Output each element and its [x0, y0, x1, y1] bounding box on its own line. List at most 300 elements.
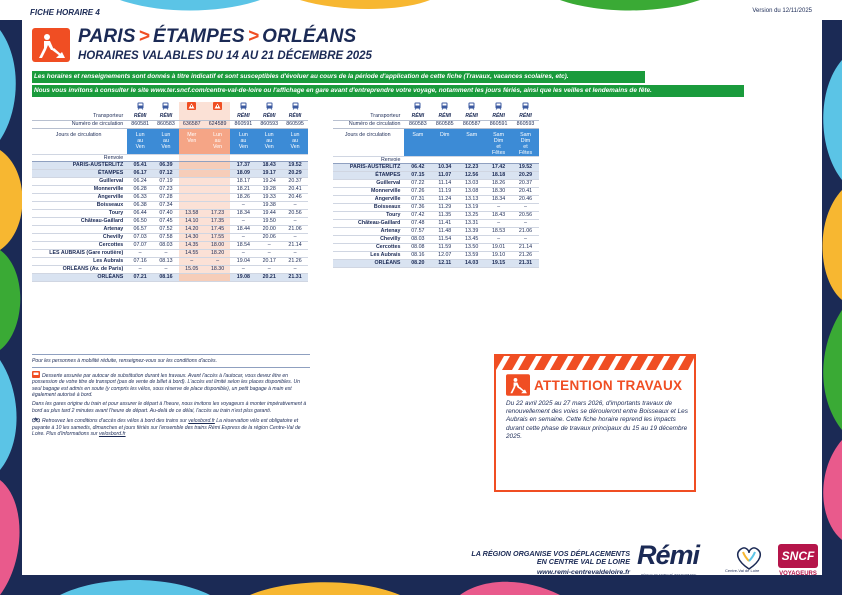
days-text: et — [496, 143, 501, 150]
station-name: Cercottes — [333, 243, 404, 251]
divider — [32, 367, 310, 368]
train-number-cell: 860591 — [230, 120, 256, 128]
time-cell — [205, 161, 231, 169]
days-text: Lun — [264, 131, 274, 138]
carrier-name: RÉMI — [262, 112, 276, 119]
carrier-cell — [512, 112, 539, 120]
time-cell: – — [512, 219, 539, 227]
divider — [32, 354, 310, 355]
station-row — [32, 217, 308, 225]
station-row — [333, 219, 539, 227]
days-text: Dim — [520, 137, 531, 144]
days-cell — [205, 128, 231, 154]
train-number-cell: 860583 — [404, 120, 431, 128]
renvoi-cell — [127, 154, 153, 161]
sncf-logo-subtitle: VOYAGEURS — [779, 571, 817, 577]
days-text: au — [214, 137, 221, 144]
time-cell: 11.24 — [431, 195, 458, 203]
days-text: Fêtes — [518, 149, 533, 156]
station-row — [32, 169, 308, 177]
carrier-name: RÉMI — [492, 112, 505, 119]
footnote-origin: Dans les gares origine du train et pour assurer le départ à l'heure, nous invitons les voyageurs à monter impérativement à bord au plus tard 2 minutes avant l'heure de départ. Au-delà de ce délai, l'accès au train n'est plus garanti. — [32, 400, 307, 414]
time-cell: 06.57 — [127, 225, 153, 233]
station-name: ORLÉANS — [333, 259, 404, 267]
time-cell: 07.42 — [404, 211, 431, 219]
time-cell: – — [485, 235, 512, 243]
time-cell — [179, 193, 205, 201]
time-cell: 19.33 — [256, 193, 282, 201]
time-cell: – — [205, 257, 231, 265]
renvoi-cell — [485, 156, 512, 163]
time-cell: 11.14 — [431, 179, 458, 187]
time-cell: 18.26 — [485, 179, 512, 187]
time-cell — [205, 169, 231, 177]
mode-icon-cell — [404, 102, 431, 112]
time-cell: 14.10 — [179, 217, 205, 225]
time-cell: – — [256, 265, 282, 273]
carrier-cell — [205, 112, 231, 120]
time-cell: 18.20 — [205, 249, 231, 257]
days-text: Lun — [213, 131, 222, 138]
station-name: Toury — [32, 209, 127, 217]
time-cell — [205, 185, 231, 193]
time-cell: 12.07 — [431, 251, 458, 259]
sncf-logo — [774, 544, 822, 580]
mode-icon-cell — [431, 102, 458, 112]
days-cell — [458, 128, 485, 156]
time-cell: 12.56 — [458, 171, 485, 179]
station-name: Château-Gaillard — [32, 217, 127, 225]
train-number-cell: 860593 — [256, 120, 282, 128]
time-cell: 13.25 — [458, 211, 485, 219]
time-cell: – — [282, 265, 308, 273]
station-name: PARIS-AUSTERLITZ — [32, 161, 127, 169]
time-cell: 20.41 — [512, 187, 539, 195]
title-separator: > — [247, 26, 260, 47]
time-cell: 07.45 — [153, 217, 179, 225]
station-name: Boisseaux — [333, 203, 404, 211]
doc-label: FICHE HORAIRE 4 — [30, 8, 100, 17]
days-text: Ven — [238, 143, 248, 150]
time-cell — [179, 185, 205, 193]
days-text: Sam — [466, 131, 478, 138]
time-cell: – — [512, 235, 539, 243]
time-cell: 08.03 — [153, 241, 179, 249]
time-cell: 18.53 — [485, 227, 512, 235]
train-icon — [265, 102, 274, 110]
days-text: au — [292, 137, 298, 144]
carrier-name: RÉMI — [438, 112, 452, 119]
train-icon — [161, 102, 170, 110]
station-name: Cercottes — [32, 241, 127, 249]
time-cell: 18.44 — [230, 225, 256, 233]
time-cell: 14.03 — [458, 259, 485, 267]
time-cell: 18.43 — [256, 161, 282, 169]
velosbord-link-2[interactable]: velosbord.fr — [98, 431, 126, 438]
days-cell — [153, 128, 179, 154]
train-number-cell: 860595 — [282, 120, 308, 128]
renvoi-cell — [404, 156, 431, 163]
time-cell: 18.00 — [205, 241, 231, 249]
station-row — [32, 249, 308, 257]
time-cell: 20.06 — [256, 233, 282, 241]
page-title — [78, 26, 356, 48]
time-cell: 07.22 — [404, 179, 431, 187]
bike-icon — [32, 416, 40, 423]
station-row — [333, 203, 539, 211]
mode-icon-cell — [458, 102, 485, 112]
mode-icon-cell — [282, 102, 308, 112]
time-cell: – — [512, 203, 539, 211]
footer-tagline-line2: EN CENTRE VAL DE LOIRE — [536, 557, 630, 566]
time-cell: 07.15 — [404, 171, 431, 179]
time-cell: – — [485, 203, 512, 211]
title-block — [32, 26, 792, 70]
time-cell — [205, 177, 231, 185]
time-cell: 07.36 — [404, 203, 431, 211]
footer-tagline — [470, 550, 630, 566]
time-cell: 07.26 — [404, 187, 431, 195]
footnote-bike-prefix: Retrouvez les conditions d'accès des vélos à bord des trains sur — [42, 418, 187, 425]
station-name: Artenay — [333, 227, 404, 235]
title-origin: PARIS — [78, 26, 136, 47]
time-cell: 05.41 — [127, 161, 153, 169]
train-number-label: Numéro de circulation — [333, 120, 404, 128]
days-text: Lun — [238, 131, 248, 138]
time-cell: – — [230, 233, 256, 241]
time-cell: 18.17 — [230, 177, 256, 185]
station-name: Chevilly — [333, 235, 404, 243]
attention-works-box — [494, 354, 696, 492]
time-cell: 11.48 — [431, 227, 458, 235]
station-name: Monnerville — [333, 187, 404, 195]
days-cell — [404, 128, 431, 156]
bus-icon — [213, 102, 222, 110]
attention-header — [504, 374, 690, 396]
train-number-label: Numéro de circulation — [32, 120, 127, 128]
velosbord-link[interactable]: velosbord.fr — [188, 418, 215, 425]
carrier-cell — [256, 112, 282, 120]
time-cell: 11.41 — [431, 219, 458, 227]
train-number-cell: 624589 — [205, 120, 231, 128]
mode-icon-cell — [127, 102, 153, 112]
time-cell: 20.37 — [282, 177, 308, 185]
time-cell: – — [127, 265, 153, 273]
days-text: au — [266, 137, 273, 144]
validity-subtitle: HORAIRES VALABLES DU 14 AU 21 DÉCEMBRE 2025 — [78, 50, 372, 62]
renvoi-cell — [256, 154, 282, 161]
time-cell — [179, 201, 205, 209]
footnote-pmr: Pour les personnes à mobilité réduite, renseignez-vous sur les conditions d'accès. — [32, 358, 218, 364]
time-cell — [179, 169, 205, 177]
time-cell: 21.06 — [282, 225, 308, 233]
station-name: Les Aubrais — [333, 251, 404, 259]
time-cell: 11.07 — [431, 171, 458, 179]
station-name: Angerville — [333, 195, 404, 203]
footnote-bus-text: Desserte assurée par autocar de substitution durant les travaux. Avant l'accès à l'autocar, vous devez être en possession de votre titre de transport (pas de vente de billet à bord). L'accès est limité selon les places disponibles. Un seul bagage est admis en soute (y compris les vélos, sous réserve de place disponible), un petit bagage à main est également autorisé à bord. — [32, 372, 300, 399]
time-cell: 20.41 — [282, 185, 308, 193]
time-cell: 07.23 — [153, 185, 179, 193]
renvoi-cell — [179, 154, 205, 161]
days-text: au — [163, 137, 169, 144]
time-cell: 10.34 — [431, 163, 458, 171]
time-cell — [205, 273, 231, 281]
empty-cell — [333, 102, 404, 112]
time-cell: 21.06 — [512, 227, 539, 235]
time-cell: 18.43 — [485, 211, 512, 219]
station-row — [32, 185, 308, 193]
time-cell: – — [282, 217, 308, 225]
train-number-cell: 636587 — [179, 120, 205, 128]
time-cell: – — [153, 265, 179, 273]
footer-tagline-line1: LA RÉGION ORGANISE VOS DÉPLACEMENTS — [471, 549, 630, 558]
time-cell — [179, 177, 205, 185]
train-icon — [440, 102, 449, 110]
time-cell: 07.34 — [153, 201, 179, 209]
time-cell: 06.42 — [404, 163, 431, 171]
time-cell: 07.58 — [153, 233, 179, 241]
time-cell: 07.07 — [127, 241, 153, 249]
roadworks-icon — [506, 374, 530, 396]
station-row — [32, 209, 308, 217]
time-cell: 13.59 — [458, 251, 485, 259]
time-cell — [205, 201, 231, 209]
version-label: Version du 12/11/2025 — [752, 8, 812, 14]
time-cell: 06.39 — [153, 161, 179, 169]
time-cell: – — [230, 249, 256, 257]
time-cell: 18.54 — [230, 241, 256, 249]
time-cell: – — [127, 249, 153, 257]
days-text: Dim — [493, 137, 504, 144]
days-text: Lun — [135, 131, 145, 138]
carrier-label: Transporteur — [333, 112, 404, 120]
station-row — [333, 195, 539, 203]
time-cell: 20.29 — [512, 171, 539, 179]
time-cell: 06.28 — [127, 185, 153, 193]
station-name: Angerville — [32, 193, 127, 201]
time-cell: 13.31 — [458, 219, 485, 227]
days-text: Lun — [161, 131, 171, 138]
time-cell: 06.44 — [127, 209, 153, 217]
roadworks-icon — [32, 28, 70, 62]
train-number-cell: 860583 — [153, 120, 179, 128]
mode-icon-cell — [512, 102, 539, 112]
footnotes — [32, 352, 310, 440]
station-row — [333, 227, 539, 235]
notice-indicative: Les horaires et renseignements sont donnés à titre indicatif et sont susceptibles d'évoluer au cours de la période d'application de cette fiche (Travaux, vacances scolaires, etc). — [32, 71, 645, 83]
time-cell: 19.38 — [256, 201, 282, 209]
time-cell: – — [485, 219, 512, 227]
remi-logo-text: Rémi — [637, 540, 700, 570]
time-cell: 08.16 — [153, 273, 179, 281]
carrier-name: RÉMI — [159, 112, 173, 119]
station-row — [333, 211, 539, 219]
time-cell: 20.46 — [512, 195, 539, 203]
mode-icon-cell — [256, 102, 282, 112]
renvoi-label: Renvoie — [333, 156, 404, 163]
time-cell: 06.17 — [127, 169, 153, 177]
time-cell: 07.31 — [404, 195, 431, 203]
time-cell: – — [282, 249, 308, 257]
days-text: Ven — [290, 143, 300, 150]
time-cell: 19.52 — [512, 163, 539, 171]
time-cell: 12.11 — [431, 259, 458, 267]
time-cell: – — [179, 257, 205, 265]
station-name: ORLÉANS (Av. de Paris) — [32, 265, 127, 273]
time-cell: 21.31 — [282, 273, 308, 281]
days-label: Jours de circulation — [32, 128, 127, 154]
train-number-cell: 860585 — [431, 120, 458, 128]
station-name: Toury — [333, 211, 404, 219]
carrier-name: RÉMI — [465, 112, 478, 119]
days-text: Dim — [440, 131, 450, 138]
station-row — [32, 265, 308, 273]
mode-icon-cell — [230, 102, 256, 112]
time-cell: 08.03 — [404, 235, 431, 243]
time-cell: 20.46 — [282, 193, 308, 201]
attention-text: Du 22 avril 2025 au 27 mars 2026, d'importants travaux de renouvellement des voies se dérouleront entre Boisseaux et Les Aubrais en semaine. Cette fiche horaire reprend les impacts durant cette phase de travaux principaux du 15 au 19 décembre 2025. — [506, 400, 688, 440]
mode-icon-cell — [179, 102, 205, 112]
hazard-stripes — [496, 356, 694, 370]
days-text: Sam — [493, 131, 505, 138]
time-cell: 21.14 — [512, 243, 539, 251]
time-cell: 14.30 — [179, 233, 205, 241]
footnote-bike-body: La réservation vélo est obligatoire et payante à 10 les samedis, dimanches et jours fériés sur l'ensemble des trains Rémi Express de la région Centre-Val de Loire. Plus d'informations sur — [32, 418, 301, 438]
station-row — [333, 259, 539, 267]
train-icon — [413, 102, 422, 110]
time-cell — [179, 161, 205, 169]
time-cell: 11.35 — [431, 211, 458, 219]
station-name: Les Aubrais — [32, 257, 127, 265]
time-cell: 06.33 — [127, 193, 153, 201]
train-number-cell: 860587 — [458, 120, 485, 128]
days-cell — [485, 128, 512, 156]
notice-website: Nous vous invitons à consulter le site www.ter.sncf.com/centre-val-de-loire ou l'affichage en gare avant d'entreprendre votre voyage, notamment les jours fériés, ainsi que les veilles et lendemains de fête. — [32, 85, 744, 97]
days-text: au — [137, 137, 144, 144]
station-row — [333, 171, 539, 179]
days-text: au — [240, 137, 247, 144]
station-name: ORLÉANS — [32, 273, 127, 281]
time-cell: 19.10 — [485, 251, 512, 259]
station-name: Boisseaux — [32, 201, 127, 209]
time-cell: 18.30 — [205, 265, 231, 273]
time-cell: – — [230, 201, 256, 209]
time-cell: 21.14 — [282, 241, 308, 249]
time-cell: 07.28 — [153, 193, 179, 201]
days-text: et — [523, 143, 528, 150]
time-cell: 14.55 — [179, 249, 205, 257]
station-name: ÉTAMPES — [32, 169, 127, 177]
time-cell: 20.17 — [256, 257, 282, 265]
time-cell: 13.58 — [179, 209, 205, 217]
station-row — [333, 251, 539, 259]
station-row — [32, 233, 308, 241]
carrier-cell — [127, 112, 153, 120]
renvoi-cell — [153, 154, 179, 161]
train-icon — [136, 102, 145, 110]
days-text: Ven — [135, 143, 145, 150]
remi-logo-subtitle: RÉSEAU DE MOBILITÉ INTERURBAINE — [641, 573, 697, 577]
carrier-cell — [230, 112, 256, 120]
time-cell: 08.13 — [153, 257, 179, 265]
time-cell: 11.19 — [431, 187, 458, 195]
time-cell: 18.34 — [230, 209, 256, 217]
mode-icon-cell — [485, 102, 512, 112]
timetable-weekdays — [32, 102, 308, 282]
time-cell: – — [153, 249, 179, 257]
train-icon — [467, 102, 476, 110]
renvoi-cell — [205, 154, 231, 161]
time-cell — [179, 273, 205, 281]
time-cell: 18.26 — [230, 193, 256, 201]
days-text: Ven — [161, 143, 171, 150]
carrier-cell — [153, 112, 179, 120]
station-row — [32, 273, 308, 281]
time-cell: 15.05 — [179, 265, 205, 273]
carrier-cell — [431, 112, 458, 120]
days-cell — [512, 128, 539, 156]
time-cell: 07.40 — [153, 209, 179, 217]
time-cell: 07.57 — [404, 227, 431, 235]
renvoi-cell — [230, 154, 256, 161]
time-cell: – — [282, 201, 308, 209]
time-cell: 14.20 — [179, 225, 205, 233]
days-text: Ven — [187, 137, 197, 144]
time-cell: 08.16 — [404, 251, 431, 259]
train-icon — [494, 102, 503, 110]
train-icon — [291, 102, 300, 110]
time-cell: 20.00 — [256, 225, 282, 233]
renvoi-label: Renvoie — [32, 154, 127, 161]
time-cell: 18.21 — [230, 185, 256, 193]
carrier-cell — [458, 112, 485, 120]
time-cell: 18.30 — [485, 187, 512, 195]
station-row — [333, 163, 539, 171]
time-cell: 13.13 — [458, 195, 485, 203]
train-number-cell: 860591 — [485, 120, 512, 128]
time-cell: – — [230, 217, 256, 225]
renvoi-cell — [512, 156, 539, 163]
time-cell: 19.15 — [485, 259, 512, 267]
time-cell: 19.24 — [256, 177, 282, 185]
renvoi-cell — [431, 156, 458, 163]
time-cell: 13.50 — [458, 243, 485, 251]
timetable-weekend — [333, 102, 539, 268]
station-name: ÉTAMPES — [333, 171, 404, 179]
time-cell: 13.45 — [458, 235, 485, 243]
carrier-cell — [179, 112, 205, 120]
footer-url[interactable]: www.remi-centrevaldeloire.fr — [536, 569, 630, 576]
time-cell: 11.54 — [431, 235, 458, 243]
station-row — [32, 225, 308, 233]
time-cell: 17.35 — [205, 217, 231, 225]
time-cell: 06.38 — [127, 201, 153, 209]
carrier-name: RÉMI — [519, 112, 532, 119]
carrier-name: RÉMI — [133, 112, 147, 119]
time-cell: 07.16 — [127, 257, 153, 265]
time-cell: 19.44 — [256, 209, 282, 217]
time-cell: 20.21 — [256, 273, 282, 281]
time-cell: 19.28 — [256, 185, 282, 193]
time-cell: 11.29 — [431, 203, 458, 211]
station-row — [32, 161, 308, 169]
time-cell: 19.52 — [282, 161, 308, 169]
time-cell: 17.45 — [205, 225, 231, 233]
carrier-name: RÉMI — [288, 112, 302, 119]
days-cell — [282, 128, 308, 154]
carrier-cell — [485, 112, 512, 120]
time-cell: 06.50 — [127, 217, 153, 225]
